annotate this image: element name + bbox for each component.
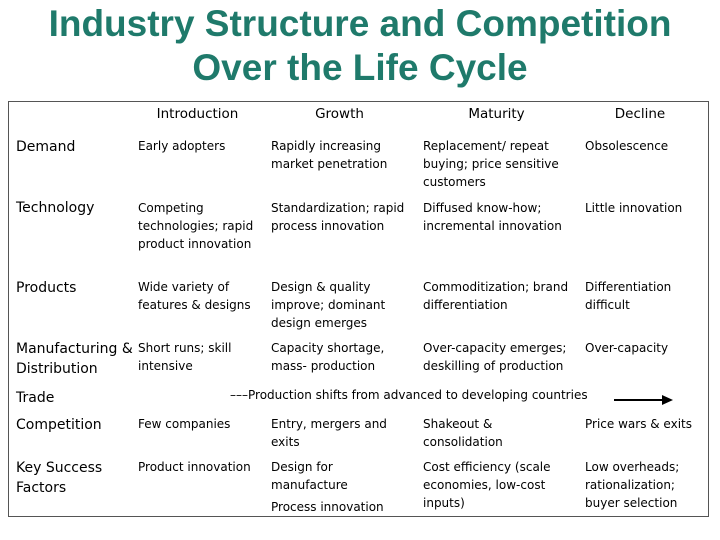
manufacturing-growth: Capacity shortage, mass- production bbox=[271, 341, 385, 373]
row-label-demand: Demand bbox=[16, 139, 76, 155]
competition-growth: Entry, mergers and exits bbox=[271, 417, 387, 449]
row-label-key-success-factors: Key Success Factors bbox=[16, 460, 103, 496]
demand-maturity: Replacement/ repeat buying; price sensitive customers bbox=[423, 139, 559, 189]
technology-maturity: Diffused know-how; incremental innovation bbox=[423, 201, 562, 233]
right-arrow-icon bbox=[614, 394, 674, 406]
col-header-maturity: Maturity bbox=[468, 106, 525, 122]
technology-growth: Standardization; rapid process innovation bbox=[271, 201, 405, 233]
competition-introduction: Few companies bbox=[138, 417, 231, 431]
ksf-growth-extra: Process innovation bbox=[271, 500, 384, 514]
col-header-growth: Growth bbox=[315, 106, 364, 122]
products-maturity: Commoditization; brand differentiation bbox=[423, 280, 569, 312]
ksf-introduction: Product innovation bbox=[138, 460, 251, 474]
col-header-introduction: Introduction bbox=[156, 106, 239, 122]
trade-text: –––Production shifts from advanced to developing countries bbox=[230, 388, 588, 402]
technology-decline: Little innovation bbox=[585, 201, 683, 215]
manufacturing-maturity: Over-capacity emerges; deskilling of production bbox=[423, 341, 567, 373]
technology-introduction: Competing technologies; rapid product innovation bbox=[138, 201, 254, 251]
row-label-competition: Competition bbox=[16, 417, 102, 433]
ksf-decline: Low overheads; rationalization; buyer selection bbox=[585, 460, 680, 510]
ksf-maturity: Cost efficiency (scale economies, low-cost inputs) bbox=[423, 460, 551, 510]
slide-title bbox=[0, 2, 720, 90]
ksf-growth: Design for manufacture bbox=[271, 460, 348, 492]
demand-decline: Obsolescence bbox=[585, 139, 669, 153]
row-label-manufacturing: Manufacturing & Distribution bbox=[16, 341, 133, 377]
demand-growth: Rapidly increasing market penetration bbox=[271, 139, 388, 171]
competition-decline: Price wars & exits bbox=[585, 417, 692, 431]
title-line-2: Over the Life Cycle bbox=[192, 47, 528, 88]
col-header-decline: Decline bbox=[614, 106, 666, 122]
manufacturing-decline: Over-capacity bbox=[585, 341, 669, 355]
row-label-technology: Technology bbox=[16, 200, 95, 216]
row-label-products: Products bbox=[16, 280, 77, 296]
title-line-1: Industry Structure and Competition bbox=[48, 3, 672, 44]
competition-maturity: Shakeout & consolidation bbox=[423, 417, 503, 449]
products-introduction: Wide variety of features & designs bbox=[138, 280, 251, 312]
manufacturing-introduction: Short runs; skill intensive bbox=[138, 341, 232, 373]
products-decline: Differentiation difficult bbox=[585, 280, 672, 312]
demand-introduction: Early adopters bbox=[138, 139, 226, 153]
products-growth: Design & quality improve; dominant design emerges bbox=[271, 280, 386, 330]
row-label-trade: Trade bbox=[16, 390, 55, 406]
